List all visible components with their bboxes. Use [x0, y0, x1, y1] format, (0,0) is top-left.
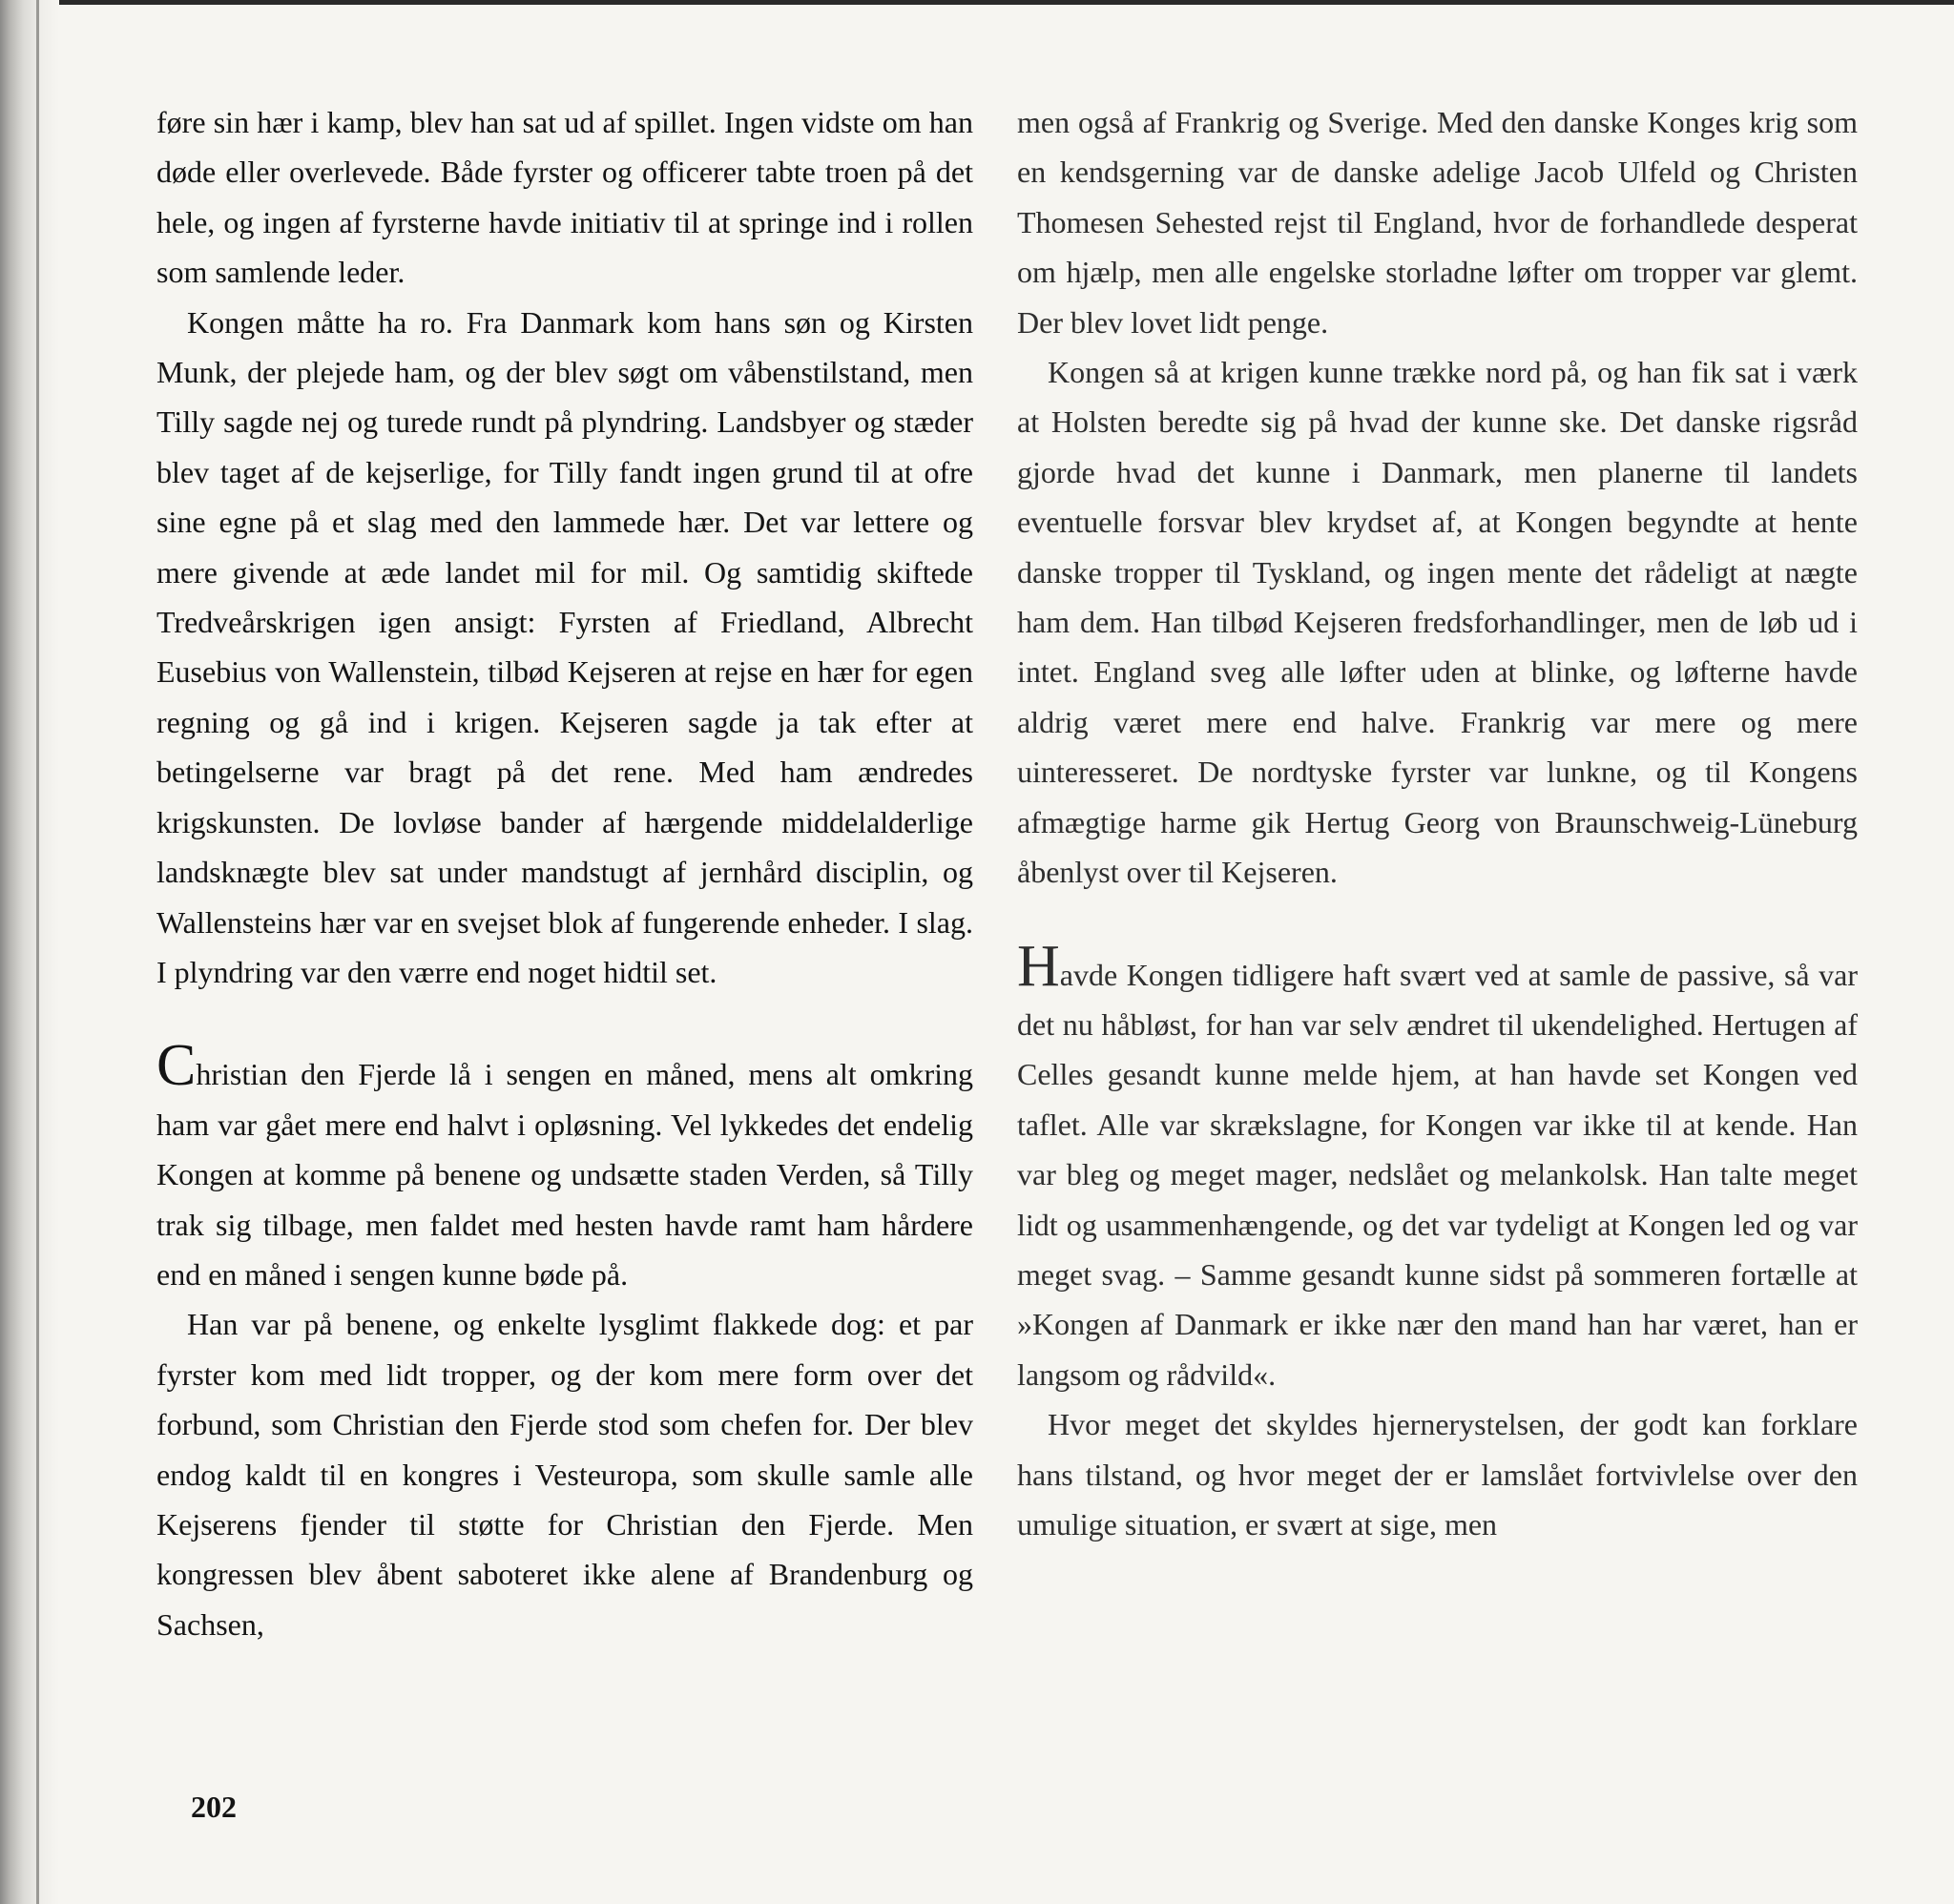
right-paragraph-4: Hvor meget det skyldes hjernerystelsen, der godt kan forklare hans tilstand, og hvor meget der er lamslået fortvivlelse over den umulige situation, er svært at sige, men: [1017, 1407, 1858, 1542]
page-number: 202: [191, 1790, 237, 1824]
drop-cap-c: C: [156, 1033, 197, 1099]
left-paragraph-3: [156, 1033, 973, 1299]
right-paragraph-3: [1017, 933, 1858, 1400]
right-paragraph-3-text: avde Kongen tidligere haft svært ved at samle de passive, så var det nu håbløst, for han var selv ændret til ukendelighed. Hertugen af Celles gesandt kunne melde hjem, at han havde set Kongen ved taflet. Alle var skrækslagne, for Kongen var ikke til at kende. Han var bleg og meget mager, nedslået og melankolsk. Han talte meget lidt og usammenhængende, og det var tydeligt at Kongen led og var meget svag. – Samme gesandt kunne sidst på sommeren fortælle at »Kongen af Danmark er ikke nær den mand han har været, han er langsom og rådvild«.: [1017, 957, 1858, 1392]
book-binding-shadow: [0, 0, 59, 1904]
left-paragraph-1: føre sin hær i kamp, blev han sat ud af spillet. Ingen vidste om han døde eller overlevede. Både fyrster og officerer tabte troen på det hele, og ingen af fyrsterne havde initiativ til at springe ind i rollen som samlende leder.: [156, 105, 973, 290]
right-paragraph-2: Kongen så at krigen kunne trække nord på, og han fik sat i værk at Holsten beredte sig på hvad der kunne ske. Det danske rigsråd gjorde hvad det kunne i Danmark, men planerne til landets eventuelle forsvar blev krydset af, at Kongen begyndte at hente danske tropper til Tyskland, og ingen mente det rådeligt at nægte ham dem. Han tilbød Kejseren fredsforhandlinger, men de løb ud i intet. England sveg alle løfter uden at blinke, og løfterne havde aldrig været mere end halve. Frankrig var mere og mere uinteresseret. De nordtyske fyrster var lunkne, og til Kongens afmægtige harme gik Hertug Georg von Braunschweig-Lüneburg åbenlyst over til Kejseren.: [1017, 355, 1858, 890]
right-paragraph-1: men også af Frankrig og Sverige. Med den danske Konges krig som en kendsgerning var de danske adelige Jacob Ulfeld og Christen Thomesen Sehested rejst til England, hvor de forhandlede desperat om hjælp, men alle engelske storladne løfter om tropper var glemt. Der blev lovet lidt penge.: [1017, 105, 1858, 340]
drop-cap-h: H: [1017, 933, 1060, 999]
left-paragraph-4: Han var på benene, og enkelte lysglimt flakkede dog: et par fyrster kom med lidt tropper, og der kom mere form over det forbund, som Christian den Fjerde stod som chefen for. Der blev endog kaldt til en kongres i Vesteuropa, som skulle samle alle Kejserens fjender til støtte for Christian den Fjerde. Men kongressen blev åbent saboteret ikke alene af Brandenburg og Sachsen,: [156, 1307, 973, 1642]
right-text-column: [1017, 97, 1858, 1549]
left-text-column: [156, 97, 973, 1649]
left-paragraph-2: Kongen måtte ha ro. Fra Danmark kom hans søn og Kirsten Munk, der plejede ham, og der blev søgt om våbenstilstand, men Tilly sagde nej og turede rundt på plyndring. Landsbyer og stæder blev taget af de kejserlige, for Tilly fandt ingen grund til at ofre sine egne på et slag med den lammede hær. Det var lettere og mere givende at æde landet mil for mil. Og samtidig skiftede Tredveårskrigen igen ansigt: Fyrsten af Friedland, Albrecht Eusebius von Wallenstein, tilbød Kejseren at rejse en hær for egen regning og gå ind i krigen. Kejseren sagde ja tak efter at betingelserne var bragt på det rene. Med ham ændredes krigskunsten. De lovløse bander af hærgende middelalderlige landsknægte blev sat under mandstugt af jernhård disciplin, og Wallensteins hær var en svejset blok af fungerende enheder. I slag. I plyndring var den værre end noget hidtil set.: [156, 304, 973, 989]
left-paragraph-3-text: hristian den Fjerde lå i sengen en måned, mens alt omkring ham var gået mere end halvt i opløsning. Vel lykkedes det endelig Kongen at komme på benene og undsætte staden Verden, så Tilly trak sig tilbage, men faldet med hesten havde ramt ham hårdere end en måned i sengen kunne bøde på.: [156, 1057, 973, 1292]
top-edge-rule: [59, 0, 1954, 5]
binding-edge-line: [36, 0, 39, 1904]
